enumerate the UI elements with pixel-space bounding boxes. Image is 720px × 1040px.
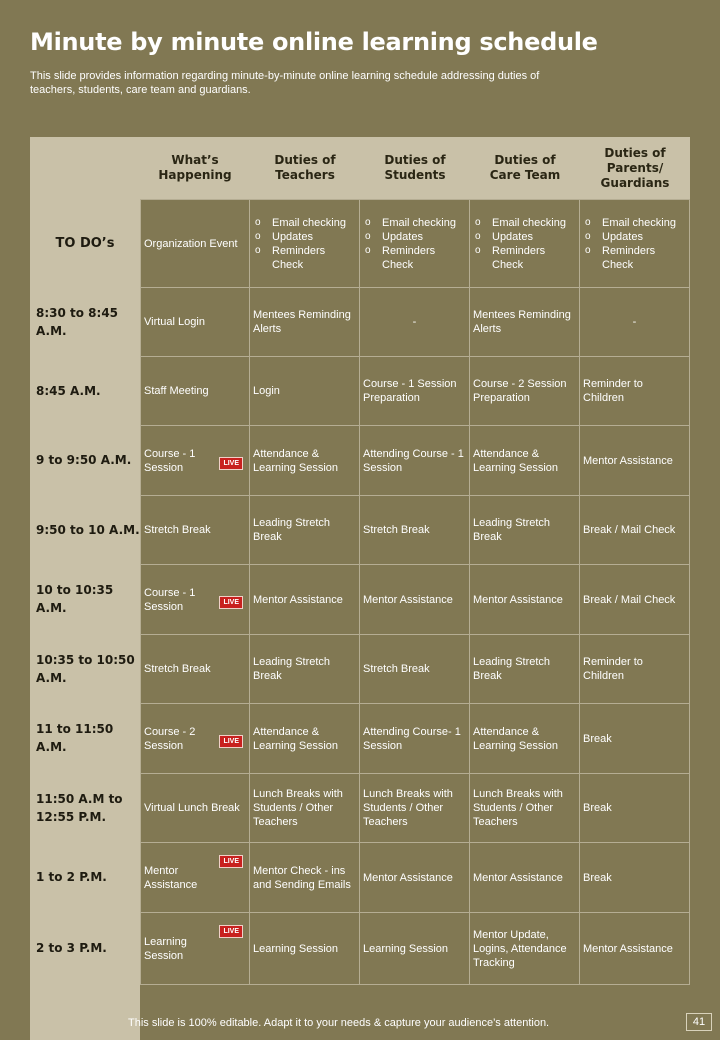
cell-text: Lunch Breaks with Students / Other Teachers <box>473 788 563 828</box>
table-cell <box>360 565 470 635</box>
table-cell <box>250 843 360 913</box>
cell-text: Attending Course - 1 Session <box>363 447 464 474</box>
table-cell <box>360 357 470 426</box>
bullet-item: o Email checking <box>473 216 576 230</box>
table-cell <box>250 635 360 704</box>
table-cell <box>250 774 360 843</box>
table-cell <box>140 357 250 426</box>
todo-label: TO DO’s <box>55 235 115 251</box>
cell-text: Mentor Assistance <box>473 593 563 606</box>
table-cell <box>470 288 580 357</box>
live-badge: LIVE <box>219 855 243 868</box>
table-cell <box>470 913 580 985</box>
cell-text: Virtual Lunch Break <box>144 802 240 814</box>
header-care-team: Duties of Care Team <box>489 153 561 182</box>
bullet-item: o Updates <box>253 230 356 244</box>
cell-text: Learning Session <box>253 942 339 955</box>
duty-bullet-list <box>363 216 466 272</box>
time-slot: 1 to 2 P.M. <box>36 870 107 884</box>
cell-text: Leading Stretch Break <box>253 656 331 682</box>
header-parents: Duties of Parents/ Guardians <box>600 145 670 190</box>
header-teachers: Duties of Teachers <box>274 153 336 182</box>
bullet-item: o Email checking <box>583 216 686 230</box>
table-cell <box>140 774 250 843</box>
cell-text: - <box>632 316 637 328</box>
bullet-item: o Updates <box>583 230 686 244</box>
time-slot: 10 to 10:35 A.M. <box>36 583 114 615</box>
duty-bullet-list <box>473 216 576 272</box>
table-cell <box>250 913 360 985</box>
live-badge: LIVE <box>219 596 243 609</box>
live-badge: LIVE <box>219 925 243 938</box>
page-number: 41 <box>686 1013 712 1031</box>
time-slot: 9 to 9:50 A.M. <box>36 453 132 467</box>
cell-text: Stretch Break <box>363 524 430 536</box>
bullet-item: o Reminders Check <box>253 244 356 272</box>
cell-text: Mentor Assistance <box>144 864 198 891</box>
time-slot: 11:50 A.M to 12:55 P.M. <box>36 791 123 824</box>
cell-text: Attendance & Learning Session <box>473 725 559 752</box>
cell-text: Mentor Assistance <box>473 871 563 884</box>
cell-text: Attending Course- 1 Session <box>363 725 461 752</box>
time-slot: 8:30 to 8:45 A.M. <box>36 305 119 338</box>
table-cell <box>470 704 580 774</box>
table-cell <box>580 565 690 635</box>
table-cell <box>360 635 470 704</box>
time-slot: 9:50 to 10 A.M. <box>36 522 140 537</box>
table-cell <box>140 635 250 704</box>
table-cell <box>580 635 690 704</box>
table-cell <box>360 913 470 985</box>
table-cell <box>580 704 690 774</box>
cell-text: Break <box>583 871 612 884</box>
cell-text: Attendance & Learning Session <box>253 725 339 752</box>
cell-text: Mentor Assistance <box>583 454 673 467</box>
table-cell <box>580 496 690 565</box>
schedule-grid <box>140 199 690 984</box>
cell-text: Lunch Breaks with Students / Other Teachers <box>253 788 343 828</box>
cell-text: Stretch Break <box>144 663 211 675</box>
table-cell <box>250 288 360 357</box>
table-cell <box>140 288 250 357</box>
cell-text: Virtual Login <box>144 316 205 328</box>
cell-text: Mentor Assistance <box>363 593 453 606</box>
table-cell <box>470 843 580 913</box>
time-slot: 10:35 to 10:50 A.M. <box>36 652 135 685</box>
table-cell <box>580 200 690 288</box>
cell-text: Mentor Assistance <box>363 871 453 884</box>
bullet-item: o Updates <box>473 230 576 244</box>
cell-text: Learning Session <box>363 942 449 955</box>
cell-text: Mentees Reminding Alerts <box>253 309 351 335</box>
bullet-item: o Email checking <box>253 216 356 230</box>
cell-text: - <box>412 316 417 328</box>
table-cell <box>470 200 580 288</box>
table-cell <box>580 426 690 496</box>
table-cell <box>470 565 580 635</box>
table-cell <box>250 496 360 565</box>
duty-bullet-list <box>253 216 356 272</box>
bullet-item: o Updates <box>363 230 466 244</box>
table-cell <box>470 426 580 496</box>
cell-text: Mentor Update, Logins, Attendance Tracking <box>473 928 567 969</box>
table-cell <box>360 426 470 496</box>
table-cell <box>580 288 690 357</box>
page-subtitle: This slide provides information regarding minute-by-minute online learning schedule addressing duties of teachers, students, care team and guardians. <box>30 70 540 96</box>
cell-text: Break / Mail Check <box>583 524 676 536</box>
table-cell <box>470 496 580 565</box>
cell-text: Course - 2 Session Preparation <box>473 378 567 404</box>
table-cell <box>580 913 690 985</box>
table-cell <box>140 913 250 985</box>
cell-text: Mentor Check - ins and Sending Emails <box>253 864 351 891</box>
header-students: Duties of Students <box>384 153 446 182</box>
table-cell <box>470 635 580 704</box>
table-cell <box>360 704 470 774</box>
cell-text: Course - 1 Session <box>144 447 196 474</box>
cell-text: Course - 1 Session Preparation <box>363 378 457 404</box>
live-badge: LIVE <box>219 457 243 470</box>
table-cell <box>250 704 360 774</box>
table-cell <box>470 774 580 843</box>
table-cell <box>140 426 250 496</box>
time-slot: 11 to 11:50 A.M. <box>36 722 114 754</box>
cell-text: Leading Stretch Break <box>473 517 551 543</box>
cell-text: Break <box>583 802 612 814</box>
cell-text: Attendance & Learning Session <box>253 447 339 474</box>
page-title: Minute by minute online learning schedule <box>30 28 598 56</box>
cell-text: Attendance & Learning Session <box>473 447 559 474</box>
table-cell <box>360 496 470 565</box>
bullet-item: o Email checking <box>363 216 466 230</box>
table-cell <box>140 496 250 565</box>
cell-text: Stretch Break <box>363 663 430 675</box>
table-cell <box>360 288 470 357</box>
cell-text: Lunch Breaks with Students / Other Teachers <box>363 788 453 828</box>
cell-text: Reminder to Children <box>583 656 643 682</box>
table-cell <box>140 565 250 635</box>
time-slot: 8:45 A.M. <box>36 383 101 398</box>
cell-text: Reminder to Children <box>583 378 643 404</box>
time-slot: 2 to 3 P.M. <box>36 941 107 955</box>
table-cell <box>250 200 360 288</box>
cell-text: Mentor Assistance <box>583 942 673 955</box>
table-cell <box>580 843 690 913</box>
bullet-item: o Reminders Check <box>363 244 466 272</box>
cell-text: Leading Stretch Break <box>473 656 551 682</box>
cell-text: Staff Meeting <box>144 385 209 397</box>
footer-note: This slide is 100% editable. Adapt it to your needs & capture your audience’s attention. <box>128 1017 550 1029</box>
table-cell <box>140 704 250 774</box>
cell-text: Mentees Reminding Alerts <box>473 309 571 335</box>
cell-text: Course - 2 Session <box>144 725 196 752</box>
table-cell <box>580 774 690 843</box>
cell-text: Mentor Assistance <box>253 593 343 606</box>
cell-text: Break / Mail Check <box>583 593 676 606</box>
table-cell <box>360 774 470 843</box>
table-cell <box>140 200 250 288</box>
cell-text: Leading Stretch Break <box>253 517 331 543</box>
cell-text: Organization Event <box>144 237 238 250</box>
cell-text: Stretch Break <box>144 524 211 536</box>
table-cell <box>250 426 360 496</box>
cell-text: Login <box>253 385 280 397</box>
duty-bullet-list <box>583 216 686 272</box>
table-cell <box>470 357 580 426</box>
table-cell <box>360 843 470 913</box>
bullet-item: o Reminders Check <box>473 244 576 272</box>
table-cell <box>140 843 250 913</box>
live-badge: LIVE <box>219 735 243 748</box>
table-cell <box>250 565 360 635</box>
cell-text: Learning Session <box>144 935 187 962</box>
table-cell <box>580 357 690 426</box>
cell-text: Course - 1 Session <box>144 586 196 613</box>
table-cell <box>360 200 470 288</box>
header-whats-happening: What’s Happening <box>158 153 232 182</box>
bullet-item: o Reminders Check <box>583 244 686 272</box>
table-cell <box>250 357 360 426</box>
cell-text: Break <box>583 732 612 745</box>
